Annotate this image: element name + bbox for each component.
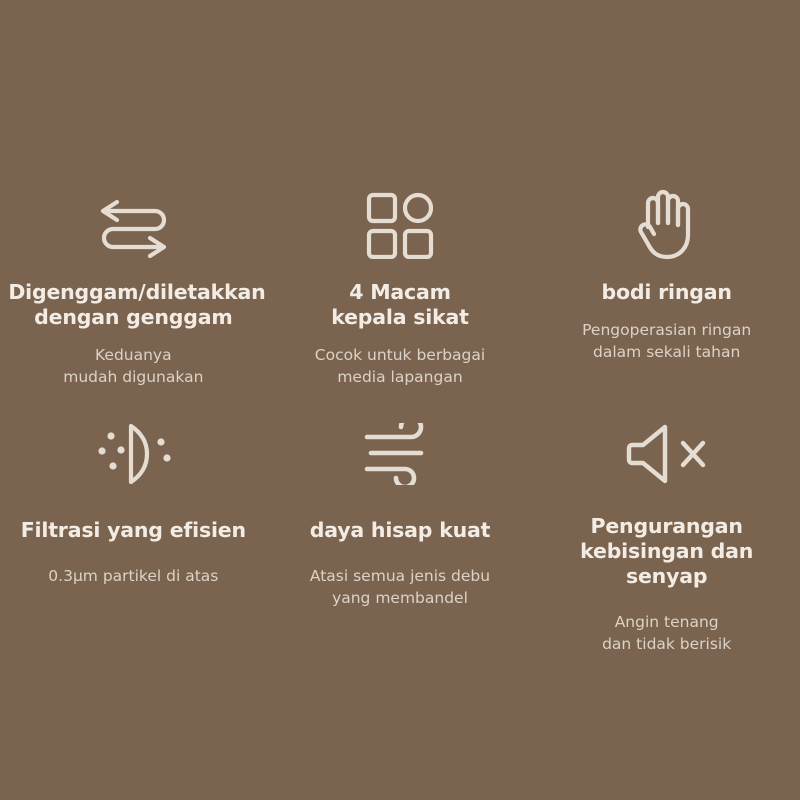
- feature-card-suction: [267, 410, 534, 730]
- feature-title-line2: kepala sikat: [331, 305, 469, 329]
- handheld-swap-icon: [95, 180, 173, 268]
- feature-desc-line2: dalam sekali tahan: [593, 343, 741, 362]
- feature-desc: [582, 319, 751, 364]
- feature-card-filtration: [0, 410, 267, 730]
- feature-desc-line2: mudah digunakan: [63, 368, 204, 387]
- feature-title-line1: Filtrasi yang efisien: [20, 518, 246, 542]
- mute-speaker-icon: [625, 410, 709, 498]
- feature-card-noise-reduction: [533, 410, 800, 730]
- feature-desc-line1: Atasi semua jenis debu: [309, 567, 491, 585]
- feature-title-line2: kebisingan dan senyap: [580, 539, 754, 588]
- four-brush-heads-icon: [363, 180, 437, 268]
- feature-desc-line1: 0.3μm partikel di atas: [48, 567, 219, 585]
- feature-title-line1: 4 Macam: [349, 280, 451, 304]
- feature-title-line1: bodi ringan: [601, 280, 732, 304]
- feature-desc: [315, 344, 485, 389]
- feature-title: [21, 518, 246, 543]
- hand-lightweight-icon: [632, 180, 702, 268]
- feature-title: [8, 280, 266, 330]
- feature-desc-line1: Keduanya: [95, 346, 172, 364]
- feature-title: [310, 518, 491, 543]
- feature-desc-line1: Pengoperasian ringan: [582, 321, 752, 339]
- feature-desc-line2: media lapangan: [337, 368, 463, 387]
- filter-particles-icon: [93, 410, 173, 498]
- feature-desc-line1: Cocok untuk berbagai: [314, 346, 486, 364]
- feature-desc-line1: Angin tenang: [614, 613, 719, 631]
- feature-title: [552, 514, 782, 589]
- feature-desc: [602, 611, 731, 656]
- wind-suction-icon: [359, 410, 441, 498]
- feature-card-handheld: [0, 60, 267, 410]
- feature-title: [602, 280, 732, 305]
- feature-title-line1: Pengurangan: [590, 514, 743, 538]
- feature-desc-line2: dan tidak berisik: [602, 635, 732, 654]
- feature-desc: [48, 565, 218, 587]
- feature-card-brush-heads: [267, 60, 534, 410]
- feature-desc-line2: yang membandel: [332, 589, 468, 608]
- feature-title-line2: dengan genggam: [34, 305, 233, 329]
- feature-desc: [63, 344, 203, 389]
- feature-title-line1: daya hisap kuat: [309, 518, 491, 542]
- feature-title: [331, 280, 469, 330]
- feature-card-lightweight: [533, 60, 800, 410]
- feature-desc: [310, 565, 490, 610]
- feature-title-line1: Digenggam/diletakkan: [8, 280, 266, 304]
